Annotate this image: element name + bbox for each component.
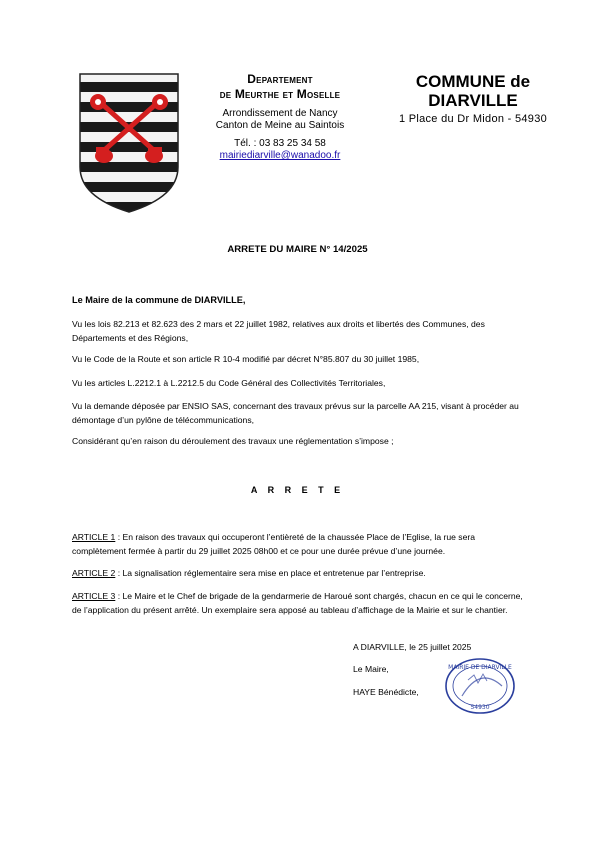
document-title: ARRETE DU MAIRE N° 14/2025	[227, 244, 368, 255]
article-1-text: : En raison des travaux qui occuperont l’entièreté de la chaussée Place de l’Eglise, la rue sera complètement fermée à partir du 29 juillet 2025 08h00 et ce pour une durée prévue d’une journée.	[72, 532, 476, 556]
signature-name: HAYE Bénédicte,	[353, 687, 419, 697]
consideration-4: Vu la demande déposée par ENSIO SAS, concernant des travaux prévus sur la parcelle AA 215, visant à procéder au démontage d’un pylône de télécommunications,	[72, 401, 519, 425]
article-3	[72, 589, 530, 617]
coat-of-arms	[78, 72, 180, 214]
commune-name-line-1: COMMUNE de	[415, 72, 531, 91]
arrondissement: Arrondissement de Nancy	[222, 108, 338, 119]
official-stamp	[440, 656, 520, 716]
commune-address: 1 Place du Dr Midon - 54930	[398, 113, 548, 125]
article-2-label: ARTICLE 2	[72, 568, 116, 578]
consideration-2: Vu le Code de la Route et son article R 10-4 modifié par décret N°85.807 du 30 juillet 1985,	[72, 354, 420, 364]
commune-header	[378, 72, 568, 126]
department-title-line-2: de Meurthe et Moselle	[219, 87, 341, 101]
article-2	[72, 566, 530, 580]
department-header	[190, 72, 370, 162]
mayor-line: Le Maire de la commune de DIARVILLE,	[72, 295, 246, 305]
commune-name-line-2: DIARVILLE	[428, 91, 518, 110]
consideration-5: Considérant qu’en raison du déroulement des travaux une réglementation s’impose ;	[72, 436, 394, 446]
article-1-label: ARTICLE 1	[72, 532, 116, 542]
article-1	[72, 530, 530, 558]
department-title-line-1: Departement	[247, 72, 313, 86]
article-3-text: : Le Maire et le Chef de brigade de la gendarmerie de Haroué sont chargés, chacun en ce qui le concerne, de l’application du présent arrêté. Un exemplaire sera apposé au tableau d’affichage de la Mairie et sur le chantier.	[72, 591, 523, 615]
coat-of-arms-icon	[78, 72, 180, 214]
article-2-text: : La signalisation réglementaire sera mise en place et entretenue par l’entreprise.	[115, 568, 426, 578]
signature-role: Le Maire,	[353, 664, 389, 674]
consideration-1: Vu les lois 82.213 et 82.623 des 2 mars et 22 juillet 1982, relatives aux droits et libertés des Communes, des Départements et des Régions,	[72, 319, 485, 343]
canton: Canton de Meine au Saintois	[215, 120, 345, 131]
phone-number: Tél. : 03 83 25 34 58	[234, 138, 326, 149]
signature-place-date: A DIARVILLE, le 25 juillet 2025	[353, 642, 472, 652]
article-3-label: ARTICLE 3	[72, 591, 116, 601]
consideration-3: Vu les articles L.2212.1 à L.2212.5 du Code Général des Collectivités Territoriales,	[72, 378, 386, 388]
stamp-icon	[440, 656, 520, 716]
stamp-text: MAIRIE DE DIARVILLE	[448, 664, 512, 671]
email-link[interactable]: mairiediarville@wanadoo.fr	[219, 150, 341, 161]
arrete-heading: A R R E T E	[250, 485, 345, 495]
stamp-code: 54930	[470, 704, 490, 711]
